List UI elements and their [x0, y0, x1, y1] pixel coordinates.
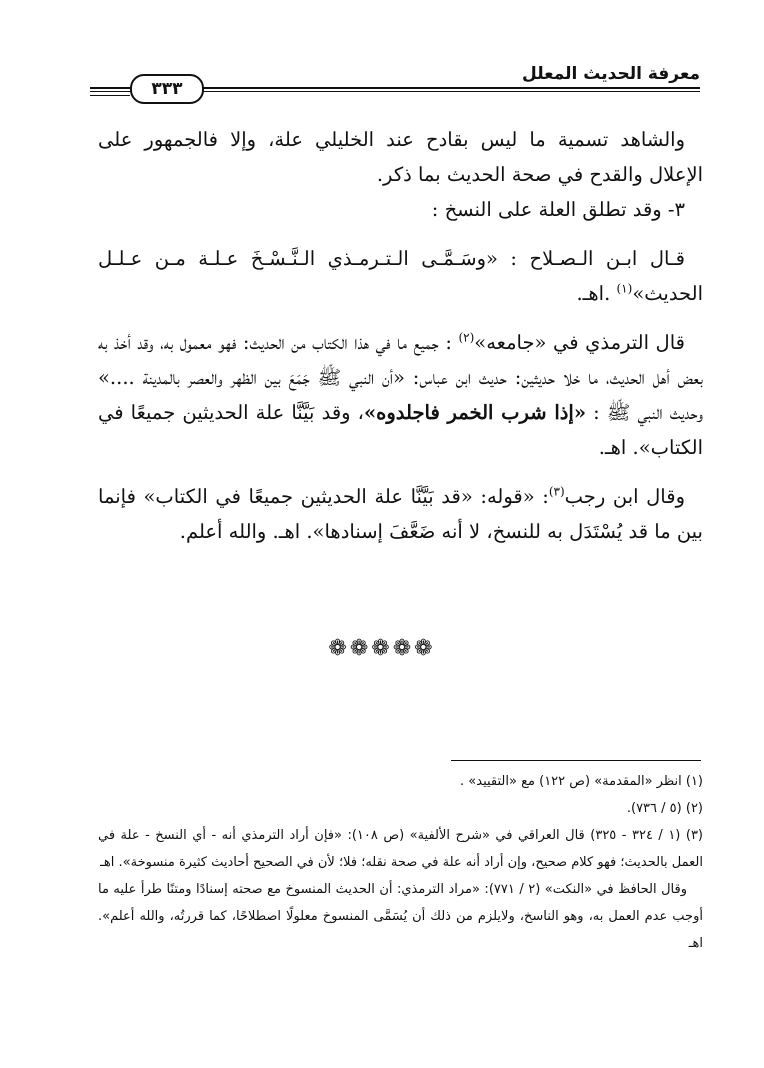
footnotes	[98, 768, 703, 957]
paragraph-1: والشاهد تسمية ما ليس بقادح عند الخليلي علة، وإلا فالجمهور على الإعلال والقدح في صحة الحديث بما ذكر.	[98, 128, 703, 186]
main-text	[98, 122, 703, 549]
quote-end: .اهـ.	[576, 282, 617, 305]
footnote-ref-1: (١)	[616, 281, 633, 296]
p4-bold-quote: «إذا شرب الخمر فاجلدوه»	[363, 401, 587, 424]
p5-part-b: : «قوله: «قد بَيَّنَّا علة الحديثين جميعًا في الكتاب» فإنما بين ما قد يُسْتَدَل به للنسخ، لا أنه ضَعَّفَ إسنادها». اهـ. والله أعلم.	[98, 485, 703, 543]
paragraph-ibn-rajab	[98, 479, 703, 549]
paragraph-tirmidhi	[98, 325, 703, 465]
page-header	[90, 62, 700, 102]
running-title: معرفة الحديث المعلل	[522, 64, 700, 84]
footnote-ref-3: (٣)	[548, 484, 565, 499]
section-point-3: ٣- وقد تطلق العلة على النسخ :	[431, 198, 685, 221]
footnote-1: (١) انظر «المقدمة» (ص ١٢٢) مع «التقييد» .	[460, 774, 703, 789]
footnote-3-continued: وقال الحافظ في «النكت» (٢ / ٧٧١): «مراد الترمذي: أن الحديث المنسوخ مع صحته إسنادًا ومتنًا طرأ عليه ما أوجب عدم العمل به، وهو الناسخ، ولايلزم من ذلك أن يُسَمَّى المنسوخ معلولًا اصطلاحًا، كما قررتُه، والله أعلم». اهـ	[98, 882, 703, 951]
page-number: ٣٣٣	[130, 74, 204, 104]
quote-text: قـال ابـن الـصـلاح : «وسَـمَّـى الـتـرمـذي الـنَّـسْـخَ عـلـة مـن عـلـل الحديث»	[98, 247, 703, 305]
p4-part-b: : جميع ما في هذا الكتاب من الحديث: فهو معمول به، وقد أخذ به بعض أهل الحديث، ما خلا حديثين: حديث ابن عباس: «أن النبي ﷺ جَمَعَ بين الظهر والعصر بالمدينة ....» وحديث النبي ﷺ :	[98, 331, 704, 424]
footnote-2: (٢) (٥ / ٧٣٦).	[626, 801, 703, 816]
footnote-ref-2: (٢)	[458, 330, 475, 345]
p5-part-a: وقال ابن رجب	[564, 485, 685, 508]
p4-part-c: ، وقد بَيَّنَّا علة الحديثين جميعًا في الكتاب». اهـ.	[98, 401, 703, 459]
p4-part-a: قال الترمذي في «جامعه»	[474, 331, 685, 354]
footnote-3: (٣) (١ / ٣٢٤ - ٣٢٥) قال العراقي في «شرح الألفية» (ص ١٠٨): «فإن أراد الترمذي أنه - أي النسخ - علة في العمل بالحديث؛ فهو كلام صحيح، وإن أراد أنه علة في صحة نقله؛ فلا؛ لأن في الصحيح أحاديث كثيرة منسوخة». اهـ	[98, 828, 703, 870]
paragraph-ibn-salah	[98, 241, 703, 311]
header-rule-short	[90, 95, 130, 96]
flower-ornament-icon: ❁❁❁❁❁	[328, 636, 436, 661]
footnote-separator	[451, 760, 701, 761]
